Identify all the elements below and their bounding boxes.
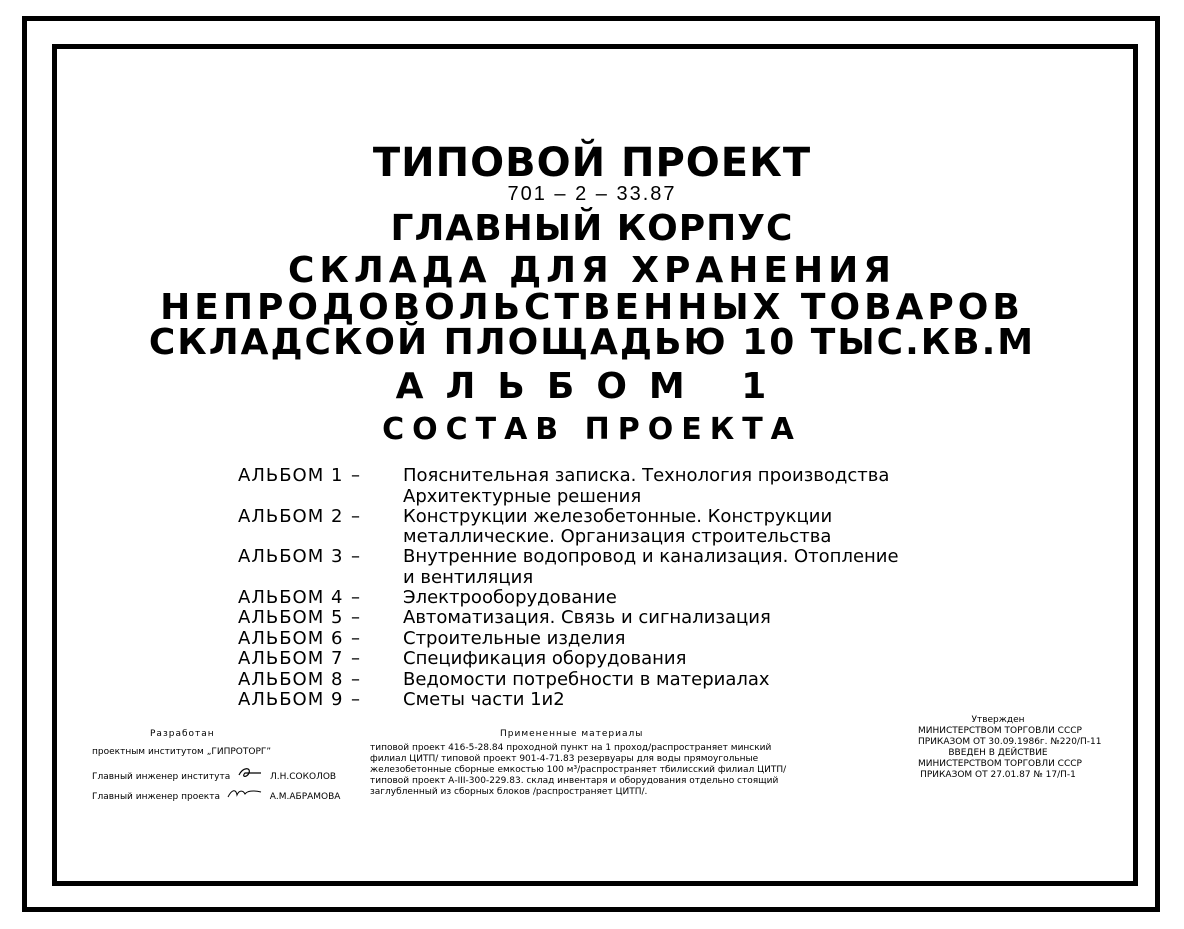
album-item [238,649,978,670]
album-label: АЛЬБОМ 4 [238,586,344,608]
materials-line: типовой проект А-III-300-229.83. склад инвентаря и оборудования отдельно стоящий [370,776,779,786]
album-text: Спецификация оборудования [403,648,687,669]
album-dash: – [351,689,360,710]
album-label: АЛЬБОМ 8 [238,668,344,690]
title-area: СКЛАДСКОЙ ПЛОЩАДЬЮ 10 ТЫС.КВ.М [148,322,1036,363]
album-label: АЛЬБОМ 3 [238,546,344,567]
title-main-building: ГЛАВНЫЙ КОРПУС [390,208,794,249]
developed-heading: Разработан [150,729,215,739]
album-text: Сметы части 1и2 [403,689,565,710]
album-label: АЛЬБОМ 6 [238,627,344,649]
album-list [238,466,978,711]
title-warehouse: СКЛАДА ДЛЯ ХРАНЕНИЯ [288,250,896,291]
album-dash: – [351,607,360,628]
album-text: Электрооборудование [403,586,617,608]
album-label: АЛЬБОМ 5 [238,607,344,628]
album-text: Конструкции железобетонные. Конструкции [403,505,833,527]
project-engineer-label: Главный инженер проекта [92,792,220,802]
album-text-continuation: Архитектурные решения [403,485,642,507]
album-dash: – [351,505,360,527]
album-label: АЛЬБОМ 1 [238,465,344,486]
chief-engineer-name: Л.Н.СОКОЛОВ [269,772,337,782]
album-dash: – [351,668,360,690]
album-item [238,670,978,691]
approval-line: МИНИСТЕРСТВОМ ТОРГОВЛИ СССР [918,759,1082,769]
materials-line: железобетонные сборные емкостью 100 м³/распространяет тбилисский филиал ЦИТП/ [370,765,787,775]
signature-icon [227,787,263,803]
materials-line: филиал ЦИТП/ типовой проект 901-4-71.83 резервуары для воды прямоугольные [370,754,759,764]
album-item [238,507,978,528]
album-item [238,547,978,568]
album-item [238,629,978,650]
materials-line: типовой проект 416-5-28.84 проходной пункт на 1 проход/распространяет минский [370,743,772,753]
album-text: Внутренние водопровод и канализация. Отопление [403,546,899,567]
title-typical-project: ТИПОВОЙ ПРОЕКТ [372,140,812,186]
album-dash: – [351,465,360,486]
album-item [238,466,978,487]
album-text: Автоматизация. Связь и сигнализация [403,607,771,628]
approval-line: ПРИКАЗОМ ОТ 30.09.1986г. №220/П-11 [918,737,1102,747]
title-goods: НЕПРОДОВОЛЬСТВЕННЫХ ТОВАРОВ [160,287,1024,328]
institute-line: проектным институтом „ГИПРОТОРГ” [92,747,272,757]
album-text: Строительные изделия [403,627,626,649]
signature-icon [237,767,263,783]
approval-line: ВВЕДЕН В ДЕЙСТВИЕ [948,748,1048,758]
album-text: Ведомости потребности в материалах [403,668,770,690]
project-engineer-name: А.М.АБРАМОВА [269,792,341,802]
album-dash: – [351,586,360,608]
materials-heading: Примененные материалы [500,729,644,739]
approval-line: ПРИКАЗОМ ОТ 27.01.87 № 17/П-1 [920,770,1076,780]
album-label: АЛЬБОМ 9 [238,689,344,710]
approval-line: МИНИСТЕРСТВОМ ТОРГОВЛИ СССР [918,726,1082,736]
section-heading: СОСТАВ ПРОЕКТА [382,412,802,447]
album-dash: – [351,546,360,567]
album-text: Пояснительная записка. Технология производства [403,465,890,486]
materials-line: заглубленный из сборных блоков /распространяет ЦИТП/. [370,787,648,797]
album-item [238,690,978,711]
album-item [238,588,978,609]
approval-line: Утвержден [971,715,1025,725]
chief-engineer-label: Главный инженер института [92,772,231,782]
project-number: 701 – 2 – 33.87 [507,183,677,205]
album-dash: – [351,627,360,649]
album-text-continuation: и вентиляция [403,566,534,588]
album-heading: АЛЬБОМ 1 [395,366,789,407]
album-item [238,608,978,629]
album-label: АЛЬБОМ 2 [238,505,344,527]
album-dash: – [351,648,360,669]
chief-engineer-line [92,767,336,784]
project-engineer-line [92,787,340,804]
album-label: АЛЬБОМ 7 [238,648,344,669]
album-text-continuation: металлические. Организация строительства [403,526,832,547]
